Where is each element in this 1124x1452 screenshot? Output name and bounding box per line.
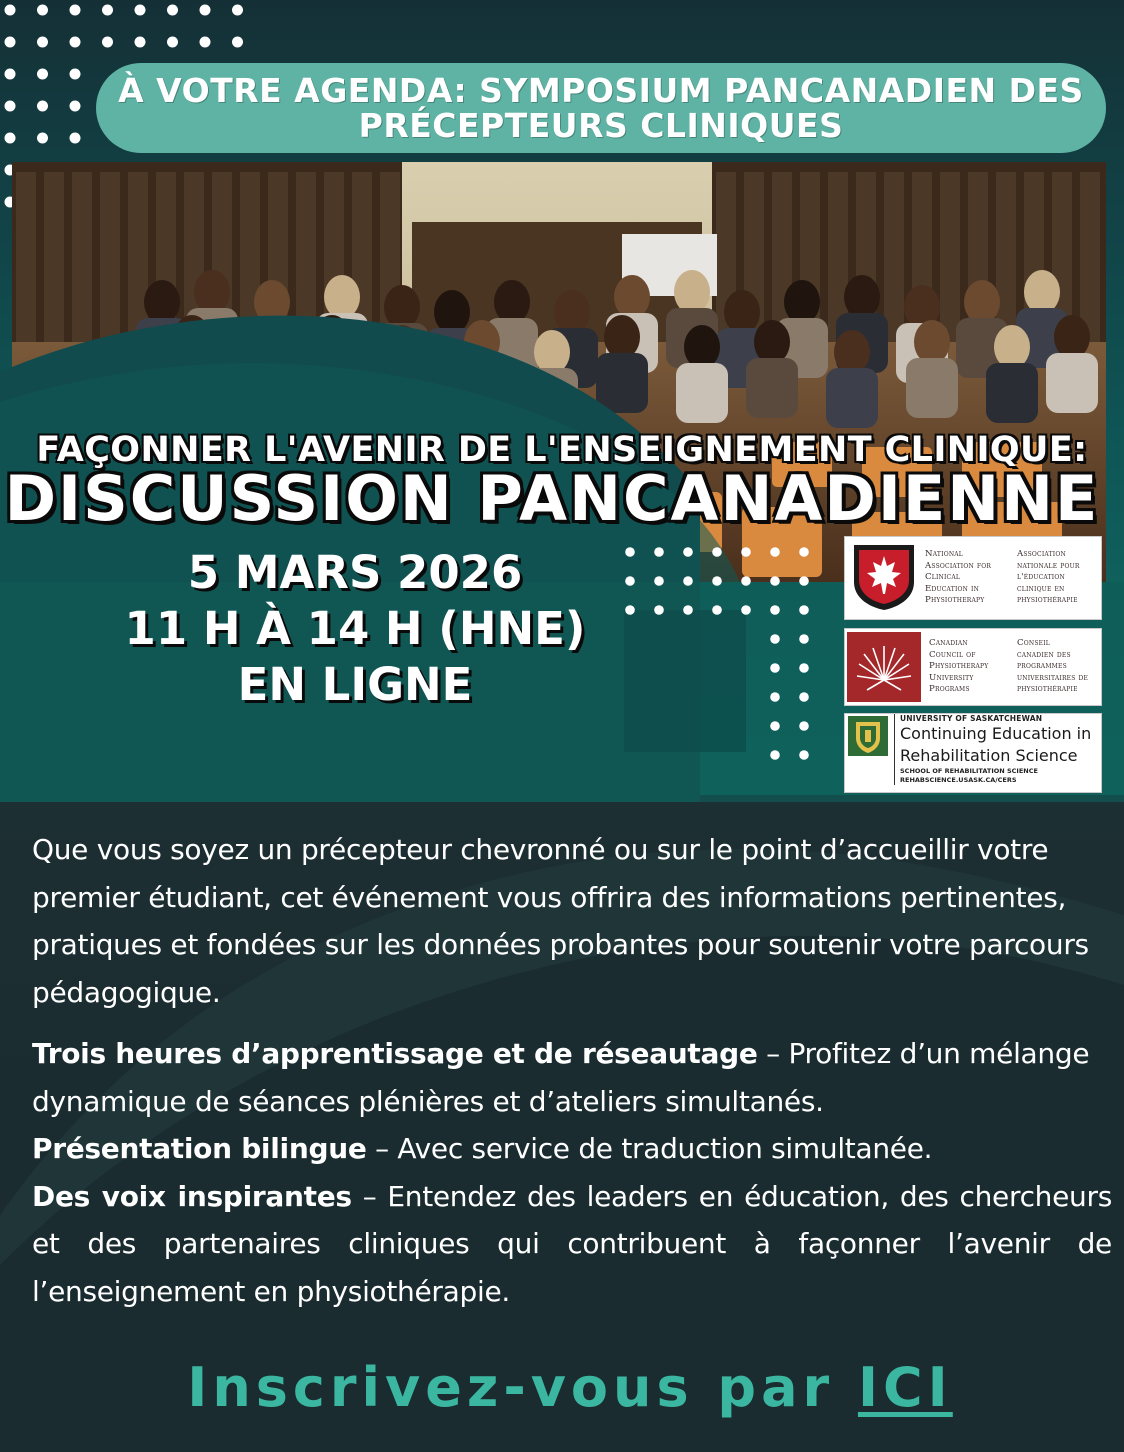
decorative-dot (712, 547, 722, 557)
event-details (100, 545, 610, 713)
decorative-dot (683, 576, 693, 586)
decorative-dot (770, 721, 780, 731)
nacep-en-2: Association for (925, 560, 992, 571)
feature-label: Trois heures d’apprentissage et de réseautage (32, 1037, 758, 1070)
feature-label: Présentation bilingue (32, 1132, 367, 1165)
registration-link[interactable]: ICI (857, 1356, 953, 1419)
decorative-dot (70, 5, 81, 16)
decorative-dot (741, 547, 751, 557)
decorative-dot (799, 663, 809, 673)
decorative-dot (625, 576, 635, 586)
nacep-fr-5: physiothérapie (1017, 595, 1078, 606)
decorative-dot (5, 101, 16, 112)
decorative-dot (799, 634, 809, 644)
decorative-dot (5, 69, 16, 80)
feature-networking (32, 1030, 1112, 1125)
decorative-dot (135, 37, 146, 48)
feature-label: Des voix inspirantes (32, 1179, 352, 1213)
ccpup-burst-icon (847, 632, 921, 702)
ccpup-en-5: Programs (929, 684, 970, 695)
decorative-dot (70, 101, 81, 112)
intro-paragraph: Que vous soyez un précepteur chevronné ou sur le point d’accueillir votre premier étudiant, cet événement vous offrira des informations pertinentes, pratiques et fondées sur les données probantes pour soutenir votre parcours pédagogique. (32, 833, 1089, 1009)
cers-university: UNIVERSITY OF SASKATCHEWAN (900, 714, 1043, 723)
ccpup-fr-4: universitaires de (1017, 672, 1089, 683)
decorative-dot (167, 5, 178, 16)
cers-line-2: Rehabilitation Science (900, 746, 1078, 765)
decorative-dot (70, 69, 81, 80)
decorative-dot (683, 547, 693, 557)
decorative-dot (799, 605, 809, 615)
decorative-dot (799, 692, 809, 702)
dot-grid-middle (620, 540, 842, 760)
decorative-dot (683, 605, 693, 615)
ccpup-fr-2: canadien des (1017, 649, 1071, 660)
decorative-dot (37, 5, 48, 16)
decorative-dot (5, 5, 16, 16)
ccpup-fr-3: programmes (1017, 661, 1067, 672)
decorative-dot (167, 37, 178, 48)
nacep-fr-2: nationale pour (1017, 560, 1080, 571)
decorative-dot (770, 750, 780, 760)
decorative-dot (741, 576, 751, 586)
decorative-dot (5, 37, 16, 48)
nacep-fr-4: clinique en (1017, 583, 1065, 594)
decorative-dot (799, 721, 809, 731)
cers-url: REHABSCIENCE.USASK.CA/CERS (900, 776, 1017, 784)
registration-cta (0, 1356, 1124, 1419)
decorative-dot (654, 605, 664, 615)
decorative-dot (712, 576, 722, 586)
decorative-dot (37, 37, 48, 48)
logo-nacep (844, 536, 1102, 620)
header-banner (96, 63, 1106, 153)
nacep-fr-1: Association (1017, 549, 1066, 559)
cers-school: SCHOOL OF REHABILITATION SCIENCE (900, 767, 1038, 775)
nacep-en-5: Physiotherapy (925, 595, 985, 606)
decorative-dot (712, 605, 722, 615)
decorative-dot (70, 37, 81, 48)
decorative-dot (654, 547, 664, 557)
feature-bilingual (32, 1125, 1112, 1173)
decorative-dot (625, 605, 635, 615)
event-format: EN LIGNE (237, 658, 473, 711)
event-date: 5 MARS 2026 (187, 546, 523, 599)
header-line-1: À VOTRE AGENDA: SYMPOSIUM PANCANADIEN DES (118, 71, 1084, 110)
feature-text: – Entendez des leaders en éducation, des chercheurs et des partenaires cliniques qui contribuent à façonner l’avenir de l’enseignement en physiothérapie. (32, 1179, 1112, 1308)
decorative-dot (37, 69, 48, 80)
ccpup-en-2: Council of (929, 649, 976, 660)
nacep-en-3: Clinical (925, 572, 961, 583)
decorative-dot (770, 634, 780, 644)
decorative-dot (799, 576, 809, 586)
decorative-dot (200, 5, 211, 16)
decorative-dot (37, 101, 48, 112)
feature-voices (32, 1173, 1112, 1316)
decorative-dot (799, 750, 809, 760)
event-time: 11 H À 14 H (HNE) (124, 602, 586, 655)
cers-line-1: Continuing Education in (900, 724, 1092, 743)
feature-text: – Profitez d’un mélange dynamique de séances plénières et d’ateliers simultanés. (32, 1037, 1090, 1118)
body-content (32, 826, 1112, 1315)
decorative-dot (741, 605, 751, 615)
title-line-1: FAÇONNER L'AVENIR DE L'ENSEIGNEMENT CLINIQUE: (36, 430, 1088, 470)
title-line-2: DISCUSSION PANCANADIENNE (4, 462, 1100, 535)
decorative-dot (135, 5, 146, 16)
nacep-fr-3: l'éducation (1017, 572, 1065, 583)
decorative-dot (70, 133, 81, 144)
decorative-dot (799, 547, 809, 557)
cta-prefix: Inscrivez-vous par (187, 1356, 858, 1419)
decorative-dot (770, 547, 780, 557)
ccpup-en-1: Canadian (929, 638, 968, 648)
decorative-dot (654, 576, 664, 586)
usask-crest-icon (848, 716, 888, 756)
decorative-dot (232, 5, 243, 16)
decorative-dot (625, 547, 635, 557)
ccpup-fr-1: Conseil (1017, 638, 1050, 648)
nacep-en-1: National (925, 549, 963, 559)
decorative-dot (102, 37, 113, 48)
decorative-dot (770, 605, 780, 615)
feature-text: – Avec service de traduction simultanée. (366, 1132, 933, 1165)
decorative-dot (5, 133, 16, 144)
ccpup-en-3: Physiotherapy (929, 661, 989, 672)
ccpup-en-4: University (929, 672, 974, 683)
decorative-dot (770, 576, 780, 586)
decorative-dot (37, 133, 48, 144)
nacep-en-4: Education in (925, 583, 980, 594)
ccpup-fr-5: physiothérapie (1017, 684, 1078, 695)
decorative-dot (770, 663, 780, 673)
decorative-dot (232, 37, 243, 48)
logo-cers (844, 713, 1102, 793)
nacep-shield-icon (851, 542, 917, 612)
decorative-dot (200, 37, 211, 48)
decorative-dot (770, 692, 780, 702)
decorative-dot (102, 5, 113, 16)
header-line-2: PRÉCEPTEURS CLINIQUES (358, 106, 844, 145)
logo-ccpup (844, 628, 1102, 706)
